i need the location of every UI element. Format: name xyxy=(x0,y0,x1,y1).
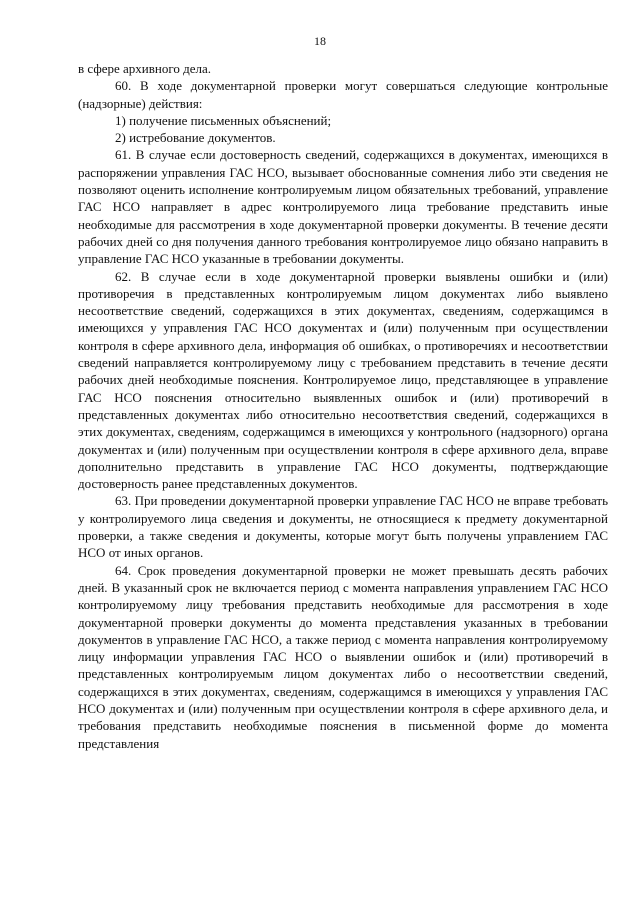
paragraph-62: 62. В случае если в ходе документарной проверки выявлены ошибки и (или) противоречия в представленных контролируемым лицом документах либо выявлено несоответствие сведений, содержащихся в этих документах, сведениям, содержащимся в имеющихся у управления ГАС НСО документах и (или) полученным при осуществлении контроля в сфере архивного дела, информация об ошибках, о противоречиях и несоответствии сведений направляется контролируемому лицу с требованием представить в течение десяти рабочих дней необходимые пояснения. Контролируемое лицо, представляющее в управление ГАС НСО пояснения относительно выявленных ошибок и (или) противоречий в представленных документах либо относительно несоответствия сведений, содержащихся в этих документах, сведениям, содержащимся в имеющихся у контрольного (надзорного) органа документах и (или) полученным при осуществлении контроля в сфере архивного дела, вправе дополнительно представить в управление ГАС НСО документы, подтверждающие достоверность ранее представленных документов. xyxy=(78,268,608,492)
paragraph-60: 60. В ходе документарной проверки могут совершаться следующие контрольные (надзорные) действия: xyxy=(78,78,608,111)
paragraph-61: 61. В случае если достоверность сведений, содержащихся в документах, имеющихся в распоряжении управления ГАС НСО, вызывает обоснованные сомнения либо эти сведения не позволяют оценить исполнение контролируемым лицом обязательных требований, управление ГАС НСО направляет в адрес контролируемого лица требование представить иные необходимые для рассмотрения в ходе документарной проверки документы. В течение десяти рабочих дней со дня получения данного требования контролируемое лицо обязано направить в управление ГАС НСО указанные в требовании документы. xyxy=(78,147,608,267)
list-item-1: 1) получение письменных объяснений; xyxy=(115,112,332,128)
paragraph-63: 63. При проведении документарной проверки управление ГАС НСО не вправе требовать у контролируемого лица сведения и документы, не относящиеся к предмету документарной проверки, а также сведения и документы, которые могут быть получены управлением ГАС НСО от иных органов. xyxy=(78,493,608,561)
paragraph-continuation: в сфере архивного дела. xyxy=(78,61,212,76)
document-body xyxy=(78,60,608,752)
page-number: 18 xyxy=(314,34,326,48)
paragraph-64: 64. Срок проведения документарной проверки не может превышать десять рабочих дней. В указанный срок не включается период с момента направления управлением ГАС НСО контролируемому лицу требования представить необходимые для рассмотрения в ходе документарной проверки документы до момента представления указанных в требовании документов в управление ГАС НСО, а также период с момента направления контролируемому лицу информации управления ГАС НСО о выявлении ошибок и (или) противоречий в представленных контролируемым лицом документах либо о несоответствии сведений, содержащихся в этих документах, сведениям, содержащимся в имеющихся у управления ГАС НСО документах и (или) полученным при осуществлении контроля в сфере архивного дела, и требования представить необходимые пояснения в письменной форме до момента представления xyxy=(78,562,608,751)
list-item-2: 2) истребование документов. xyxy=(115,130,276,146)
